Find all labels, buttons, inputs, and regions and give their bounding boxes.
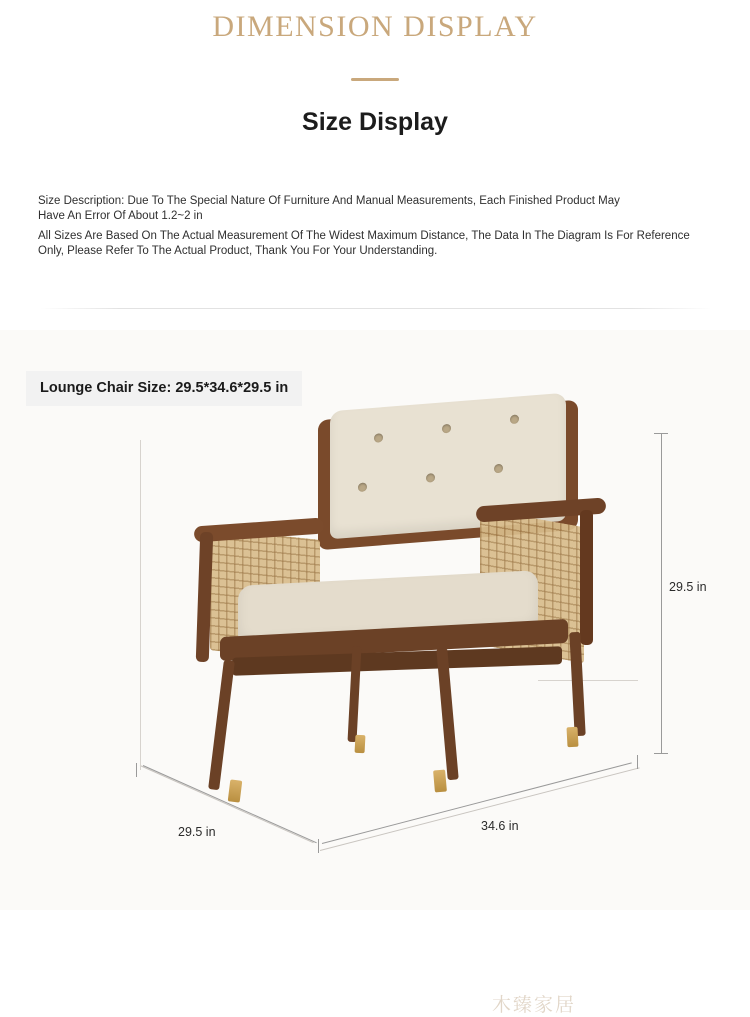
tuft-button <box>494 464 503 474</box>
height-dimension-line <box>661 433 662 753</box>
page-title: DIMENSION DISPLAY <box>212 10 538 43</box>
description-line-3: All Sizes Are Based On The Actual Measurement Of The Widest Maximum Distance, The Data In The Diagram Is For Reference <box>38 230 690 242</box>
height-tick-bottom <box>654 753 668 754</box>
depth-tick-left <box>136 763 137 777</box>
section-divider <box>40 308 712 309</box>
chair-foot-cap-front-right <box>433 770 447 793</box>
tuft-button <box>358 482 367 492</box>
width-dimension-label: 34.6 in <box>481 819 519 833</box>
height-dimension-label: 29.5 in <box>669 580 707 594</box>
size-badge: Lounge Chair Size: 29.5*34.6*29.5 in <box>26 371 302 406</box>
chair-leg-front-left <box>208 660 235 790</box>
size-description <box>38 194 728 259</box>
tuft-button <box>510 414 519 424</box>
title-divider <box>351 78 399 81</box>
floor-guide-vertical-left <box>140 440 141 770</box>
chair-arm-post-right <box>580 510 593 645</box>
description-line-4: Only, Please Refer To The Actual Product, Thank You For Your Understanding. <box>38 245 438 257</box>
product-photo <box>0 330 750 1016</box>
chair-foot-cap-back-left <box>355 735 366 753</box>
tuft-button <box>374 433 383 443</box>
depth-dimension-label: 29.5 in <box>178 825 216 839</box>
lounge-chair-illustration <box>180 370 620 840</box>
height-tick-top <box>654 433 668 434</box>
watermark: 木臻家居 <box>492 995 577 1016</box>
chair-foot-cap-front-left <box>228 779 243 802</box>
tuft-button <box>426 473 435 483</box>
description-line-2: Have An Error Of About 1.2~2 in <box>38 210 203 222</box>
tuft-button <box>442 424 451 434</box>
width-tick-right <box>637 755 638 769</box>
chair-foot-cap-back-right <box>566 727 578 748</box>
depth-tick-right <box>318 839 319 853</box>
section-title: Size Display <box>302 108 448 136</box>
description-line-1: Size Description: Due To The Special Nature Of Furniture And Manual Measurements, Each Finished Product May <box>38 195 620 207</box>
